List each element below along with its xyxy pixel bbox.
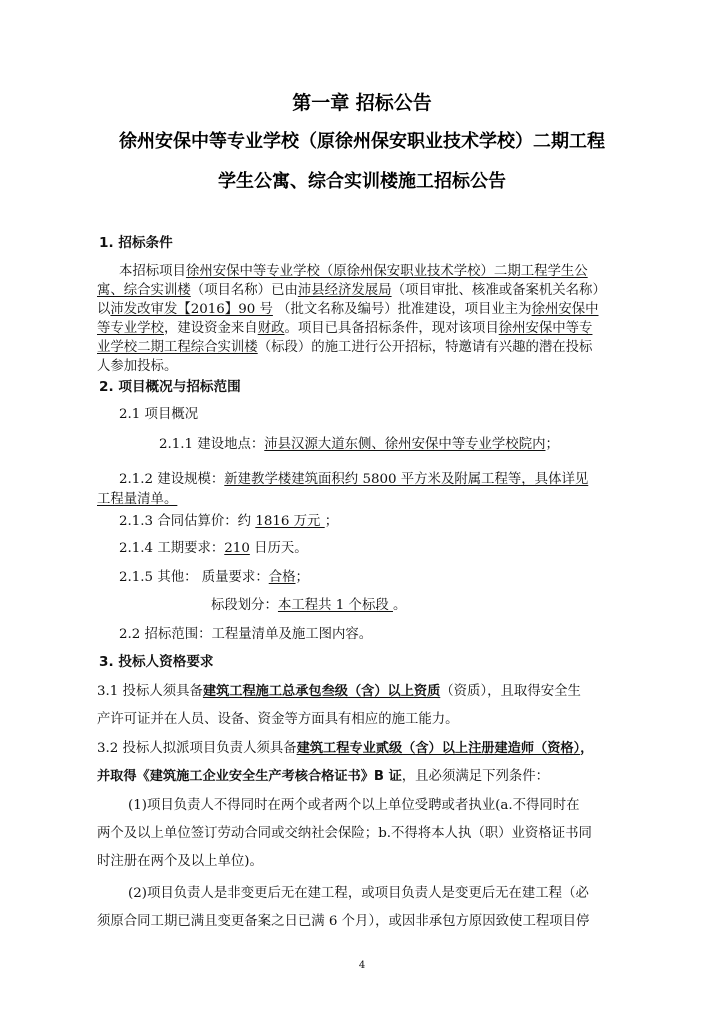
s3-cond-2-line-1: (2)项目负责人是非变更后无在建工程，或项目负责人是变更后无在建工程（必 xyxy=(128,886,589,901)
chapter-title: 第一章 招标公告 xyxy=(292,92,432,114)
s2-1-6-lots xyxy=(211,597,406,615)
s3-certificate: 并取得《建筑施工企业安全生产考核合格证书》B 证 xyxy=(97,769,402,784)
s2-1-2-scale xyxy=(119,471,588,489)
section-1-heading: 1. 招标条件 xyxy=(99,235,173,251)
s3-qualification: 建筑工程施工总承包叁级（含）以上资质 xyxy=(202,684,441,699)
s2-text: 2.1.4 工期要求： xyxy=(119,541,225,556)
s2-1-2-scale-cont xyxy=(97,491,177,509)
s3-2-line-2 xyxy=(97,768,549,786)
s1-line-6: 人参加投标。 xyxy=(97,359,178,374)
s1-line-5 xyxy=(97,339,592,357)
s1-fund-source: 财政 xyxy=(257,321,285,336)
s1-text: 以 xyxy=(97,302,111,317)
s2-scale-value: 新建教学楼建筑面积约 5800 平方米及附属工程等，具体详见 xyxy=(224,472,589,487)
s3-1-line-1 xyxy=(97,683,581,701)
s2-1-5-other xyxy=(119,569,309,587)
s2-period-value: 210 xyxy=(224,541,250,556)
s2-text: 日历天。 xyxy=(249,541,308,556)
s1-line-2 xyxy=(97,282,606,300)
s1-approval-doc: 沛发改审发【2016】90 号 xyxy=(110,302,273,317)
s1-line-1 xyxy=(119,263,588,281)
s1-text: 。项目已具备招标条件，现对该项目 xyxy=(284,321,499,336)
s1-line-4 xyxy=(97,320,592,338)
s2-text: ； xyxy=(295,570,309,585)
s1-text: （项目名称）已由 xyxy=(190,283,298,298)
s3-2-line-1 xyxy=(97,740,593,758)
s2-1-3-price xyxy=(119,513,338,531)
s2-2-scope: 2.2 招标范围：工程量清单及施工图内容。 xyxy=(119,627,373,642)
s2-text: 。 xyxy=(392,598,407,613)
s1-owner-cont: 等专业学校 xyxy=(97,321,164,336)
s3-cond-1-line-1: (1)项目负责人不得同时在两个或者两个以上单位受聘或者执业(a.不得同时在 xyxy=(128,798,580,813)
s2-lots-value: 本工程共 1 个标段 xyxy=(277,598,393,613)
s3-text: ，且必须满足下列条件： xyxy=(401,769,550,784)
s1-owner: 徐州安保中 xyxy=(531,302,599,317)
section-2-heading: 2. 项目概况与招标范围 xyxy=(99,379,241,395)
s2-quality-value: 合格 xyxy=(268,570,296,585)
s2-text: ； xyxy=(324,514,339,529)
s1-text: （批文名称及编号）批准建设，项目业主为 xyxy=(272,302,532,317)
s2-price-value: 1816 万元 xyxy=(255,514,325,529)
s1-section-name: 徐州安保中等专 xyxy=(498,321,593,336)
s3-text: （资质），且取得安全生 xyxy=(440,684,581,699)
s2-text: 2.1.5 其他： 质量要求： xyxy=(119,570,269,585)
s2-text: 标段划分： xyxy=(211,598,278,613)
page-number: 4 xyxy=(358,960,366,971)
s3-1-line-2: 产许可证并在人员、设备、资金等方面具有相应的施工能力。 xyxy=(97,712,459,727)
s2-scale-value-cont: 工程量清单。 xyxy=(97,492,178,507)
s1-line-3 xyxy=(97,301,599,319)
s1-text: （标段）的施工进行公开招标，特邀请有兴趣的潜在投标 xyxy=(257,340,593,355)
s2-text: 2.1.2 建设规模： xyxy=(119,472,225,487)
s1-approval-authority: 沛县经济发展局 xyxy=(297,283,392,298)
s2-1-4-period xyxy=(119,540,308,558)
s3-manager-qualification: 建筑工程专业贰级（含）以上注册建造师（资格） xyxy=(296,741,581,756)
section-3-heading: 3. 投标人资格要求 xyxy=(99,654,214,670)
s2-text: 2.1.1 建设地点： xyxy=(159,437,265,452)
s1-text: ，建设资金来自 xyxy=(163,321,258,336)
notice-title-line-2: 学生公寓、综合实训楼施工招标公告 xyxy=(218,171,506,192)
notice-title-line-1: 徐州安保中等专业学校（原徐州保安职业技术学校）二期工程 xyxy=(119,131,605,152)
s2-1-overview: 2.1 项目概况 xyxy=(119,407,199,422)
s3-text: 3.1 投标人须具备 xyxy=(97,684,203,699)
s1-text: （项目审批、核准或备案机关名称） xyxy=(391,283,606,298)
s1-section-name-cont: 业学校二期工程综合实训楼 xyxy=(97,340,258,355)
s2-1-1-location xyxy=(159,436,559,454)
s3-text: 3.2 投标人拟派项目负责人须具备 xyxy=(97,741,297,756)
s3-cond-1-line-3: 时注册在两个及以上单位)。 xyxy=(97,854,263,869)
s3-text: ， xyxy=(580,741,594,756)
s1-project-name: 徐州安保中等专业学校（原徐州保安职业技术学校）二期工程学生公 xyxy=(185,264,588,279)
s2-location-value: 沛县汉源大道东侧、徐州安保中等专业学校院内 xyxy=(264,437,546,452)
s1-project-name-cont: 寓、综合实训楼 xyxy=(97,283,191,298)
s3-cond-2-line-2: 须原合同工期已满且变更备案之日已满 6 个月），或因非承包方原因致使工程项目停 xyxy=(97,914,590,929)
s3-cond-1-line-2: 两个及以上单位签订劳动合同或交纳社会保险；b.不得将本人执（职）业资格证书同 xyxy=(97,826,592,841)
s2-text: 2.1.3 合同估算价：约 xyxy=(119,514,256,529)
s2-text: ； xyxy=(545,437,559,452)
s1-text: 本招标项目 xyxy=(119,264,186,279)
